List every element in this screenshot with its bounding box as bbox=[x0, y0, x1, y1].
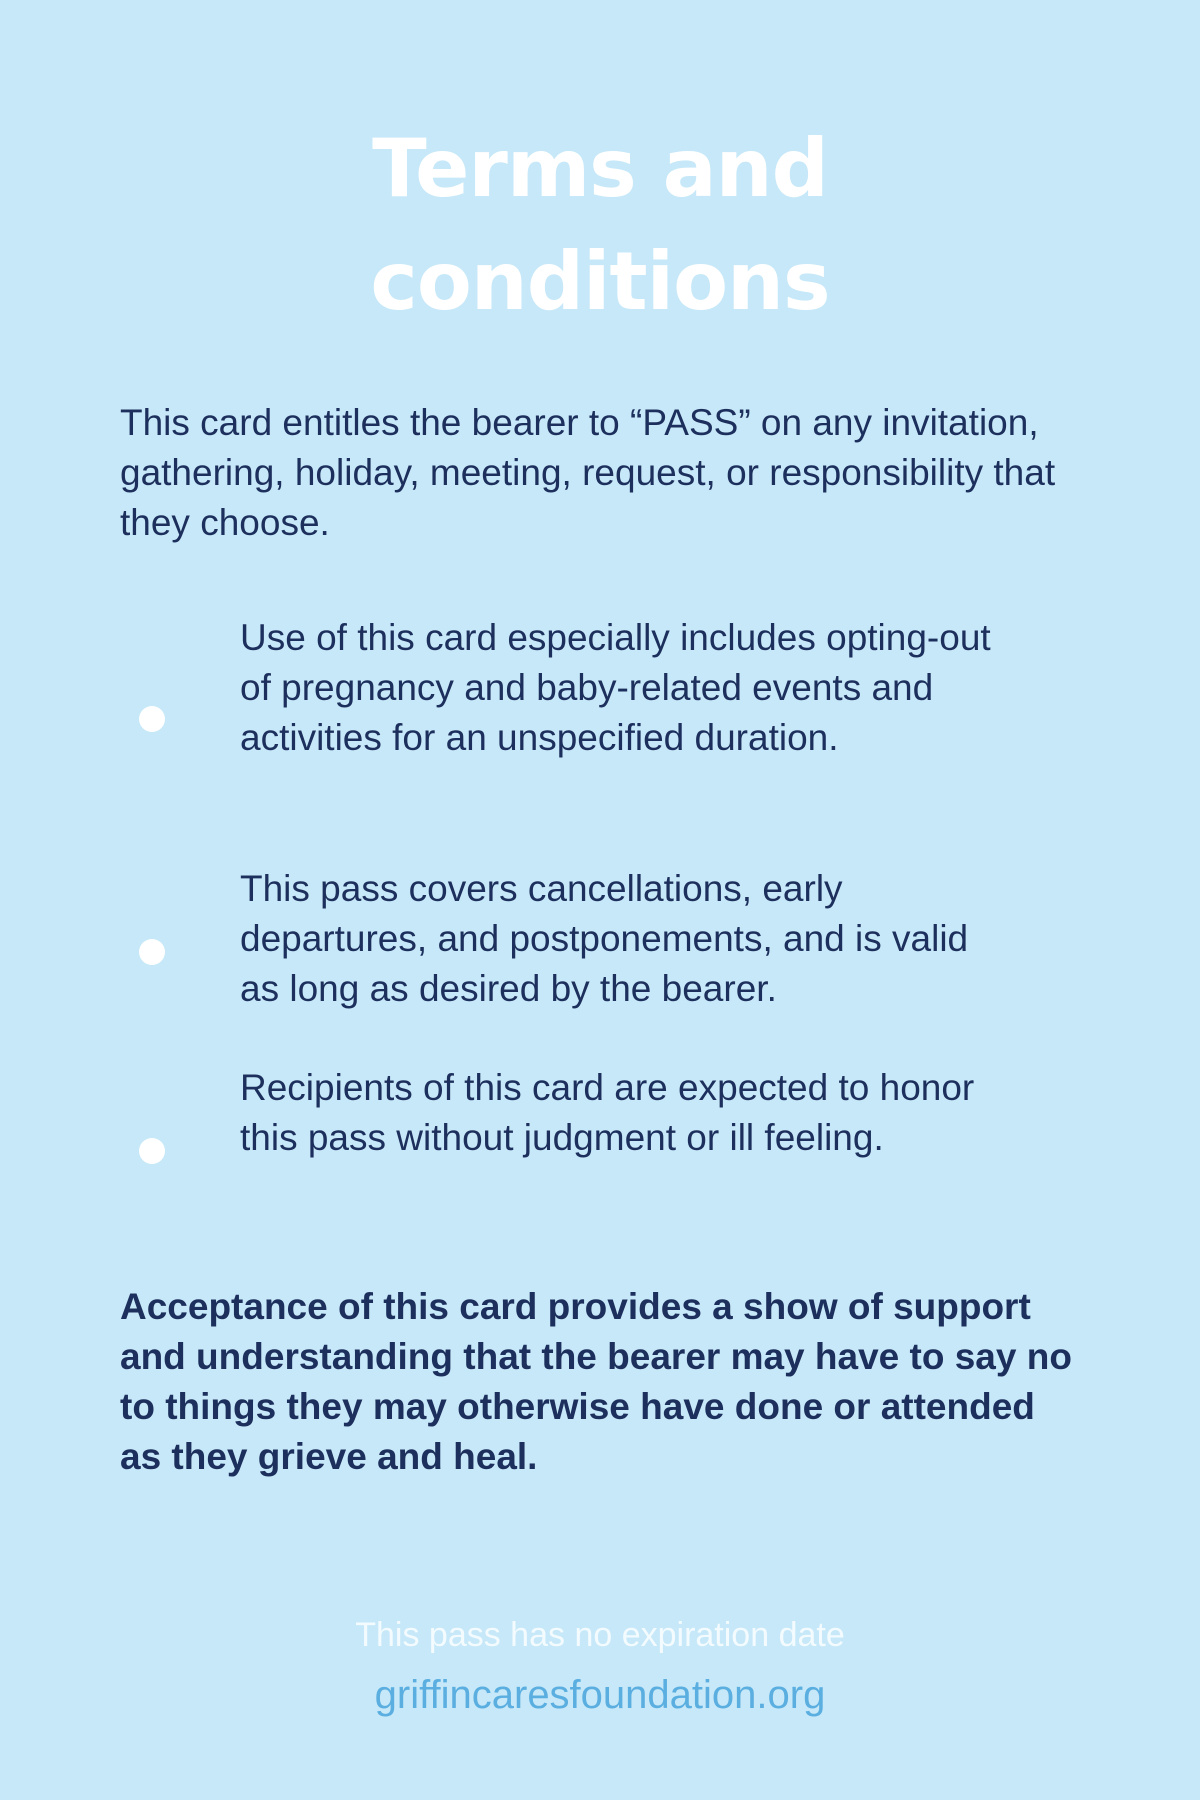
bullet-icon bbox=[139, 706, 165, 732]
website-link[interactable]: griffincaresfoundation.org bbox=[374, 1673, 826, 1717]
term-text: Recipients of this card are expected to honor this pass without judgment or ill feeling. bbox=[240, 1067, 975, 1158]
acceptance-statement: Acceptance of this card provides a show of support and understanding that the bearer may have to say no to things they may otherwise have done or attended as they grieve and heal. bbox=[120, 1286, 1072, 1477]
expiration-note: This pass has no expiration date bbox=[355, 1616, 845, 1654]
term-text: This pass covers cancellations, early departures, and postponements, and is valid as long as desired by the bearer. bbox=[240, 868, 969, 1009]
intro-paragraph: This card entitles the bearer to “PASS” on any invitation, gathering, holiday, meeting, request, or responsibility that they choose. bbox=[120, 402, 1056, 543]
title-line-1: Terms and bbox=[372, 122, 828, 215]
term-text: Use of this card especially includes opting-out of pregnancy and baby-related events and activities for an unspecified duration. bbox=[240, 617, 991, 758]
bullet-icon bbox=[139, 1138, 165, 1164]
bullet-icon bbox=[139, 939, 165, 965]
title-line-2: conditions bbox=[370, 235, 830, 328]
